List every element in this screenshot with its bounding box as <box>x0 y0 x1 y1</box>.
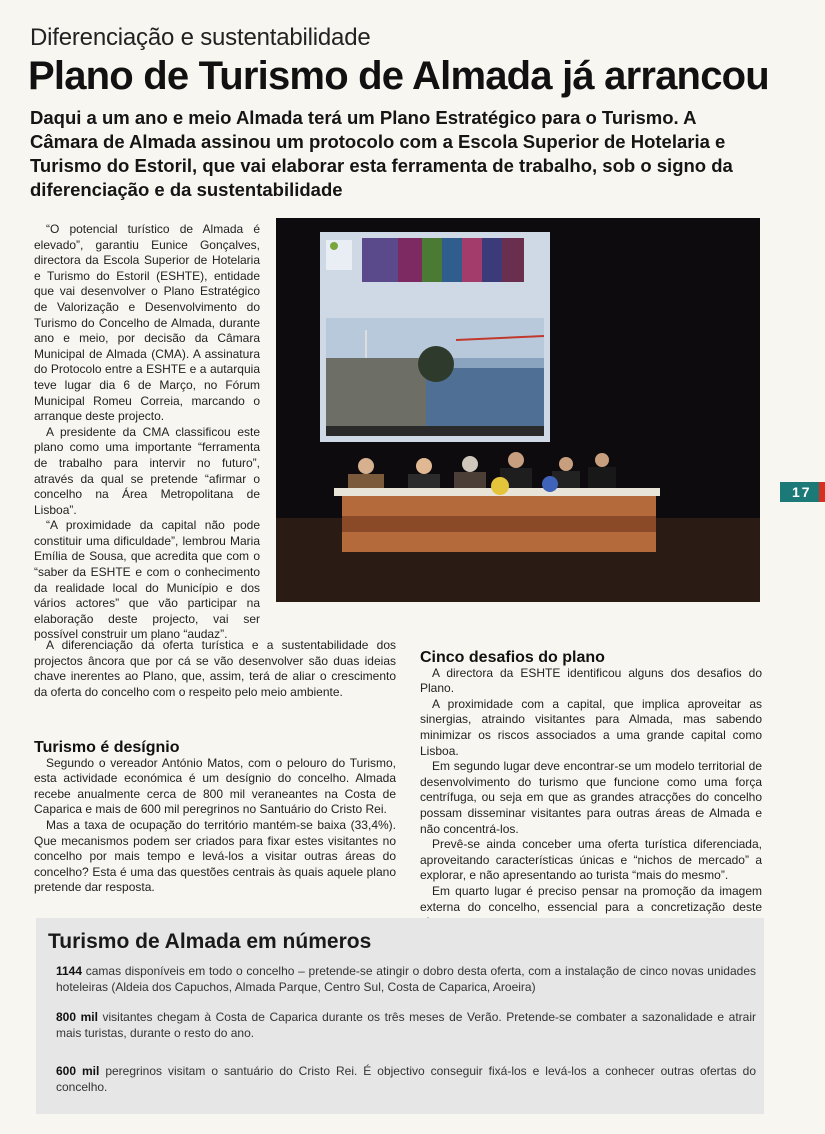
paragraph: Em quarto lugar é preciso pensar na promoção da imagem externa do concelho, essencial para a concretização deste <box>420 883 762 914</box>
paragraph: A directora da ESHTE identificou alguns dos desafios do Plano. <box>420 665 762 696</box>
numbers-value: 1144 <box>56 964 83 978</box>
section-desafios <box>420 650 762 931</box>
paragraph: Em segundo lugar deve encontrar-se um modelo territorial de desenvolvimento do turismo que funcione como uma força centrífuga, ou seja em que as grandes atracções do concelho possam disseminar visitantes para outras áreas de Almada e não concentrá-los. <box>420 759 762 836</box>
section-heading: Turismo é desígnio <box>34 739 180 756</box>
numbers-box <box>36 918 764 1114</box>
numbers-text: peregrinos visitam o santuário do Cristo Rei. É objectivo conseguir fixá-los e levá-los a conhecer outras ofertas do concelho. <box>56 1064 756 1094</box>
numbers-box-title: Turismo de Almada em números <box>48 930 372 953</box>
conference-photo <box>276 218 760 602</box>
kicker: Diferenciação e sustentabilidade <box>30 24 371 51</box>
numbers-text: visitantes chegam à Costa de Caparica durante os três meses de Verão. Pretende-se combater a sazonalidade e atrair mais turistas, durante o resto do ano. <box>56 1010 756 1040</box>
paragraph: A diferenciação da oferta turística e a sustentabilidade dos projectos âncora que por cá se vão desenvolver são duas ideias chave inerentes ao Plano, que, assim, terá de aliar o crescimento da oferta do concelho com o respeito pelo meio ambiente. <box>34 638 396 699</box>
paragraph: “O potencial turístico de Almada é elevado”, garantiu Eunice Gonçalves, directora da Escola Superior de Hotelaria e Turismo do Estoril (ESHTE), entidade que vai desenvolver o Plano Estratégico de Valorização e Desenvolvimento do Turismo do Concelho de Almada, durante ano e meio, por decisão da Câmara Municipal de Almada (CMA). A assinatura do Protocolo entre a ESHTE e a autarquia teve lugar dia 6 de Março, no Fórum Municipal Romeu Correia, marcando o arranque deste projecto. <box>34 222 260 424</box>
paragraph: Mas a taxa de ocupação do território mantém-se baixa (33,4%). Que mecanismos podem ser criados para fixar estes visitantes no concelho por mais tempo e levá-los a visitar outras áreas do concelho? Esta é uma das questões centrais às quais aquele plano pretende dar resposta. <box>34 817 396 895</box>
numbers-value: 800 mil <box>56 1010 98 1024</box>
numbers-value: 600 mil <box>56 1064 100 1078</box>
article-column-1b <box>34 638 396 700</box>
section-heading: Cinco desafios do plano <box>420 649 605 666</box>
page-number: 17 <box>792 484 812 500</box>
article-column-1 <box>34 222 260 643</box>
paragraph: “A proximidade da capital não pode constituir uma dificuldade”, lembrou Maria Emília de Sousa, que acredita que com o “saber da ESHTE e com o conhecimento da realidade local do Município e dos vários actores” que vão participar na elaboração deste projecto, vai ser possível construir um plano “audaz”. <box>34 518 260 642</box>
lead-paragraph: Daqui a um ano e meio Almada terá um Plano Estratégico para o Turismo. A Câmara de Almada assinou um protocolo com a Escola Superior de Hotelaria e Turismo do Estoril, que vai elaborar esta ferramenta de trabalho, sob o signo da diferenciação e da sustentabilidade <box>30 107 733 200</box>
conference-photo-illustration <box>276 218 760 602</box>
page-number-tab <box>780 482 825 502</box>
numbers-text: camas disponíveis em todo o concelho – pretende-se atingir o dobro desta oferta, com a instalação de cinco novas unidades hoteleiras (Aldeia dos Capuchos, Almada Parque, Centro Sul, Costa de Caparica, Aroeira) <box>56 964 756 994</box>
numbers-item <box>56 1064 756 1095</box>
paragraph: Segundo o vereador António Matos, com o pelouro do Turismo, esta actividade económica é um desígnio do concelho. Almada recebe anualmente cerca de 800 mil veraneantes na Costa de Caparica e mais de 600 mil peregrinos no Santuário do Cristo Rei. <box>34 755 396 817</box>
page-tab-accent <box>819 482 825 502</box>
section-turismo <box>34 740 396 896</box>
page-title: Plano de Turismo de Almada já arrancou <box>28 54 769 98</box>
paragraph: A presidente da CMA classificou este plano como uma importante “ferramenta de trabalho para intervir no futuro”, através da qual se pretende “afirmar o concelho na Área Metropolitana de Lisboa”. <box>34 424 260 517</box>
paragraph: A proximidade com a capital, que implica aproveitar as sinergias, atraindo visitantes para Almada, mas sabendo minimizar os riscos associados a uma grande capital como Lisboa. <box>420 696 762 758</box>
paragraph: Prevê-se ainda conceber uma oferta turística diferenciada, aproveitando características únicas e “nichos de mercado” a explorar, e não apresentando ao turista “mais do mesmo”. <box>420 837 762 883</box>
numbers-item <box>56 1010 756 1041</box>
numbers-item <box>56 964 756 995</box>
